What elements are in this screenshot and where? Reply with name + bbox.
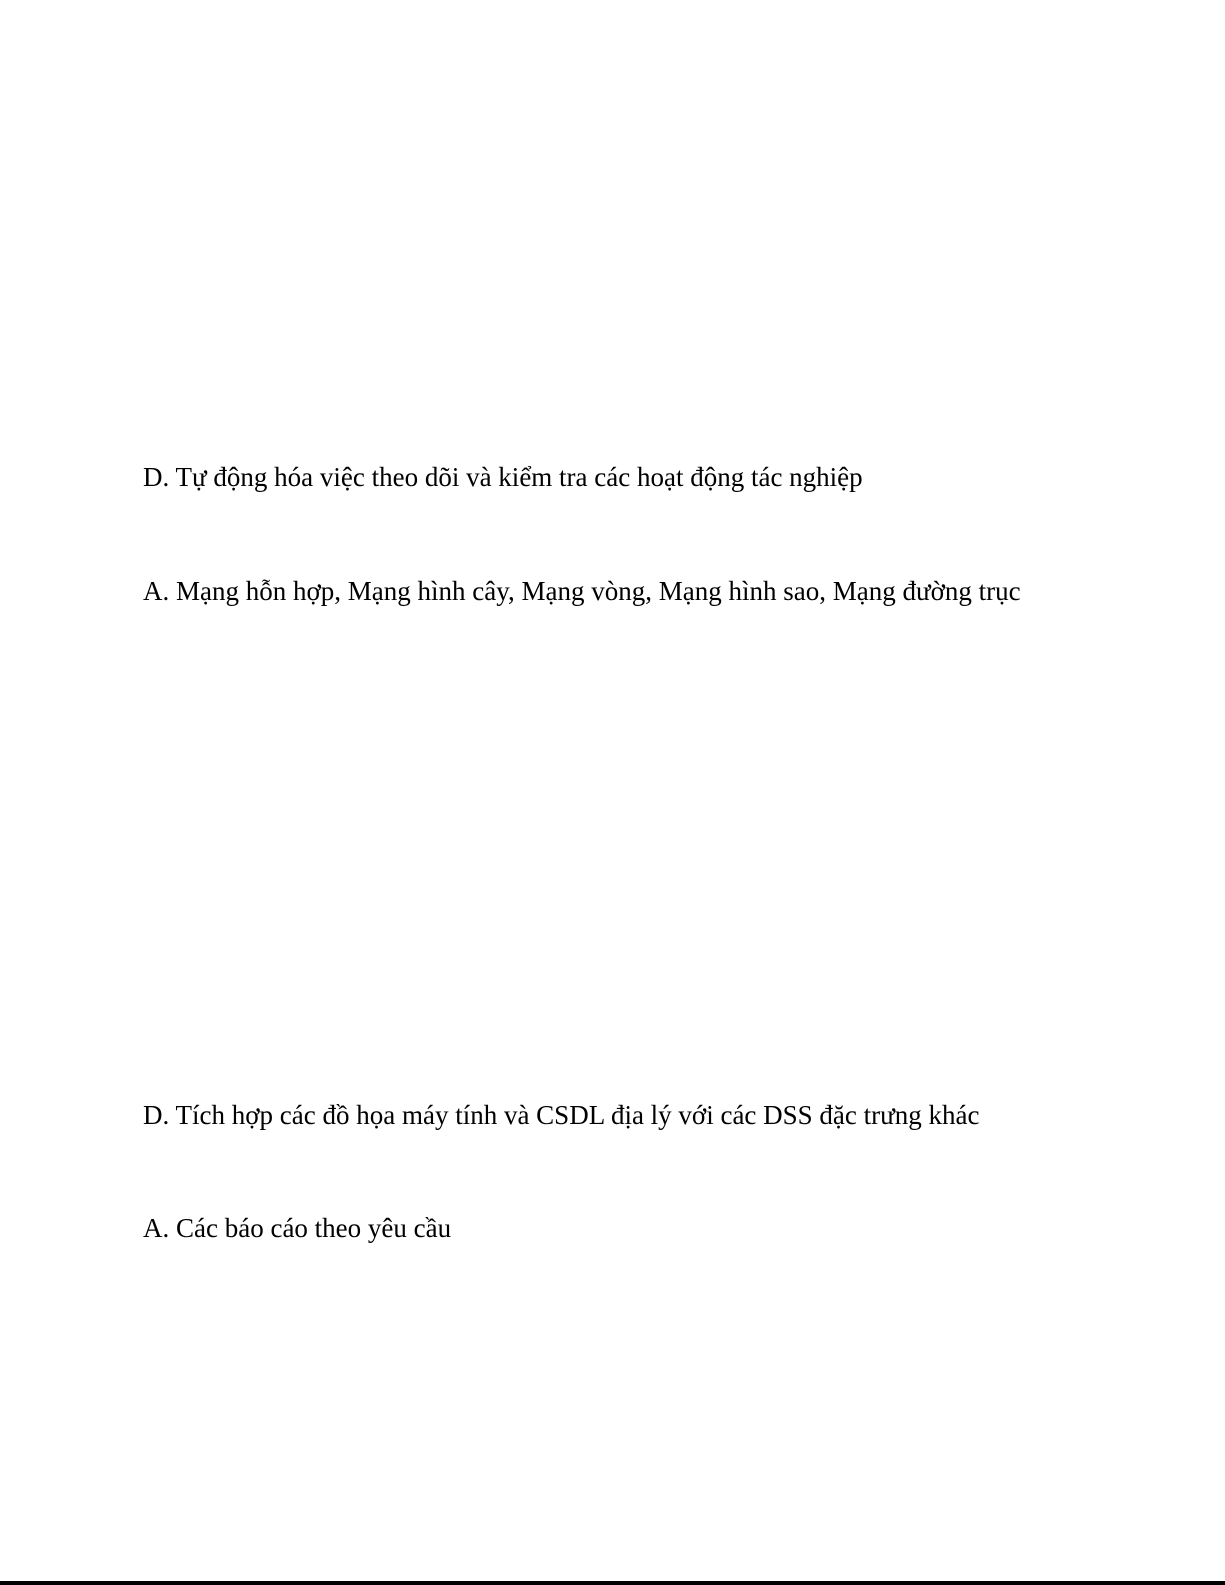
answer-line-a-reports: A. Các báo cáo theo yêu cầu: [143, 1213, 452, 1243]
answer-line-d-dss-integration: D. Tích hợp các đồ họa máy tính và CSDL địa lý với các DSS đặc trưng khác: [143, 1100, 980, 1130]
answer-line-a-network-types: A. Mạng hỗn hợp, Mạng hình cây, Mạng vòng, Mạng hình sao, Mạng đường trục: [143, 576, 1021, 606]
page-bottom-border: [0, 1581, 1225, 1585]
answer-line-d-automation: D. Tự động hóa việc theo dõi và kiểm tra các hoạt động tác nghiệp: [143, 462, 863, 492]
